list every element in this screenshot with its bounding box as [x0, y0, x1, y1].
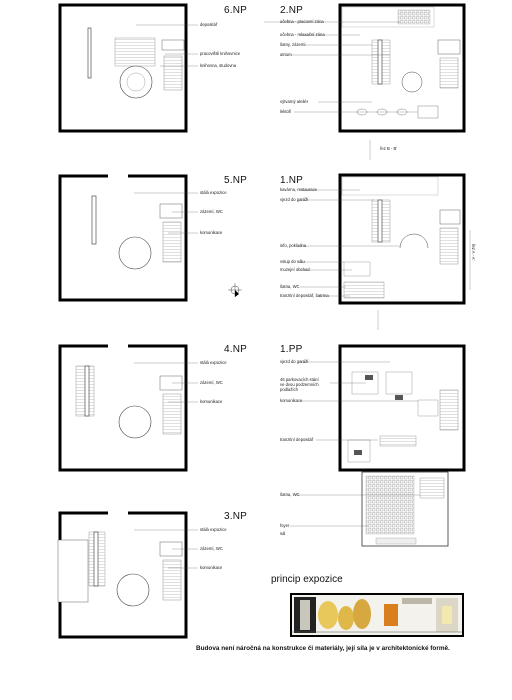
section-mark-aa: řez A - A' [471, 244, 476, 261]
label-1pp-vjezd: vjezd do garáží [280, 359, 309, 364]
label-6np-knihovna: knihovna, studovna [200, 63, 237, 68]
label-1np-vjezd: vjezd do garáží [280, 197, 309, 202]
plan-title-5np: 5.NP [224, 175, 248, 186]
label-2np-ucebna-pracovni: učebna - pracovní zóna [280, 19, 324, 24]
label-1pp-komunikace: komunikace [280, 398, 303, 403]
label-2np-satny: šatny, zázemí [280, 42, 306, 47]
label-2np-atrium: atrium [280, 52, 292, 57]
plan-title-2np: 2.NP [280, 5, 304, 16]
label-1pp-sal: sál [280, 531, 286, 536]
label-1pp-tranzit: tranzitní depositář [280, 437, 314, 442]
label-2np-ucebna-relax: učebna - relaxační zóna [280, 32, 325, 37]
plan-4np [60, 343, 198, 470]
label-3np-zazemi: zázemí, WC [200, 546, 223, 551]
plan-title-3np: 3.NP [224, 511, 248, 522]
principle-title: princip expozice [271, 574, 343, 585]
label-5np-expozice: stálá expozice [200, 190, 227, 195]
plan-2np [264, 5, 464, 160]
label-5np-zazemi: zázemí, WC [200, 209, 223, 214]
plan-title-6np: 6.NP [224, 5, 248, 16]
footer-caption: Budova není náročná na konstrukce či materiály, její síla je v architektonické formě. [196, 645, 450, 652]
label-5np-komunikace: komunikace [200, 230, 223, 235]
label-1pp-parking: 46 parkovacích stání ve dvou podzemních podlažích [280, 377, 319, 392]
label-4np-zazemi: zázemí, WC [200, 380, 223, 385]
label-1np-satna: šatna, WC [280, 284, 300, 289]
label-2np-atelier: výtvarný ateliér [280, 99, 309, 104]
label-1pp-foyer: foyer [280, 523, 290, 528]
plan-title-1pp: 1.PP [280, 344, 303, 355]
label-6np-pracoviste: pracoviště knihovnice [200, 51, 241, 56]
label-1np-tranzit: tranzitní depositář, batrma [280, 293, 329, 298]
label-3np-expozice: stálá expozice [200, 527, 227, 532]
label-1np-kavarna: kavárna, restaurace [280, 187, 318, 192]
plan-title-1np: 1.NP [280, 175, 304, 186]
plan-title-4np: 4.NP [224, 344, 248, 355]
label-1np-vstup: vstup do sálu [280, 259, 305, 264]
label-3np-komunikace: komunikace [200, 565, 223, 570]
plan-5np [60, 173, 198, 300]
label-4np-expozice: stálá expozice [200, 360, 227, 365]
label-6np-depositar: depositář [200, 22, 218, 27]
plan-1pp [290, 346, 464, 546]
north-arrow [228, 283, 242, 297]
section-mark-bb: řez B - B' [380, 146, 398, 151]
exhibition-principle-section [291, 594, 463, 636]
plan-3np [58, 510, 198, 637]
label-1np-obchod: muzejní obchod [280, 267, 310, 272]
label-1pp-satna: šatna, WC [280, 492, 300, 497]
plan-1np [300, 175, 470, 330]
plan-6np [60, 5, 198, 131]
label-4np-komunikace: komunikace [200, 399, 223, 404]
label-1np-info: info, pokladna [280, 243, 307, 248]
label-2np-lektori: lektoři [280, 109, 292, 114]
